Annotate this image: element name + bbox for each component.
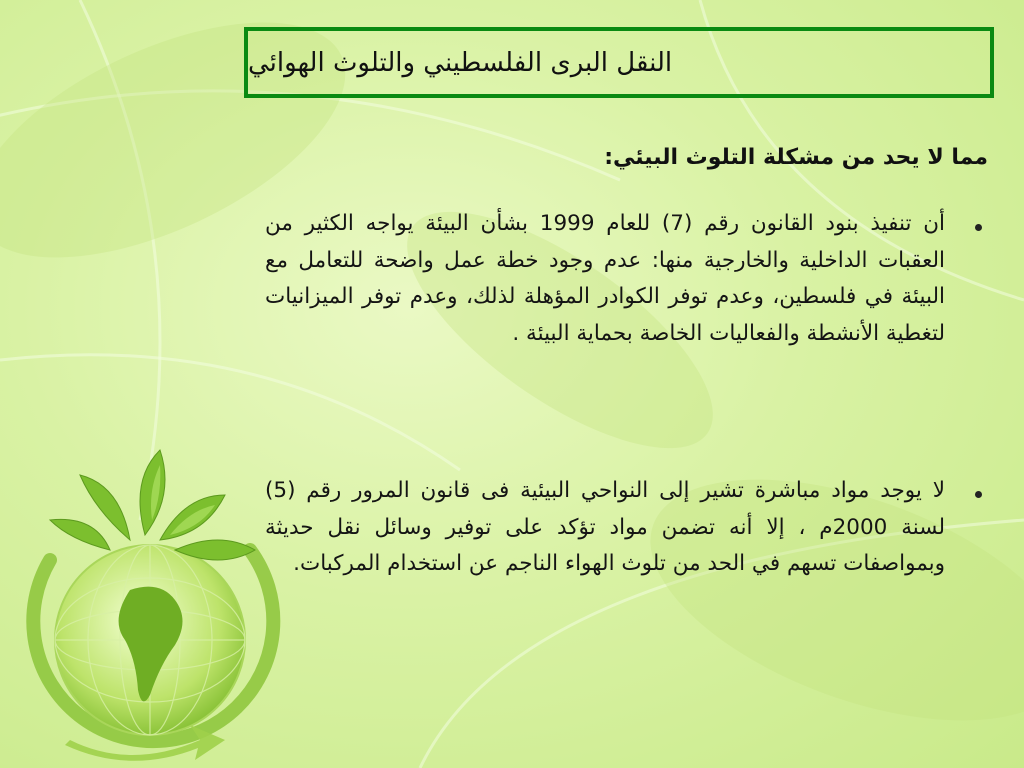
bullet-text: أن تنفيذ بنود القانون رقم (7) للعام 1999 بشأن البيئة يواجه الكثير من العقبات الداخلية والخارجية منها: عدم وجود خطة عمل واضحة للتعامل مع البيئة في فلسطين، وعدم توفر الكوادر المؤهلة لذلك، وعدم توفر الميزانيات لتغطية الأنشطة والفعاليات الخاصة بحماية البيئة .	[265, 211, 945, 346]
bullet-dot-icon	[975, 491, 982, 498]
bullet-item	[265, 206, 982, 352]
bullet-item	[265, 473, 982, 583]
globe-leaves-icon	[10, 440, 300, 768]
subheading: مما لا يحد من مشكلة التلوث البيئي:	[604, 145, 988, 170]
bullet-text: لا يوجد مواد مباشرة تشير إلى النواحي البيئية فى قانون المرور رقم (5) لسنة 2000م ، إلا أنه تضمن مواد تؤكد على توفير وسائل نقل حديثة وبمواصفات تسهم في الحد من تلوث الهواء الناجم عن استخدام المركبات.	[265, 478, 945, 576]
title-box	[244, 27, 994, 98]
slide-title: النقل البرى الفلسطيني والتلوث الهوائي	[248, 47, 673, 78]
bullet-dot-icon	[975, 224, 982, 231]
